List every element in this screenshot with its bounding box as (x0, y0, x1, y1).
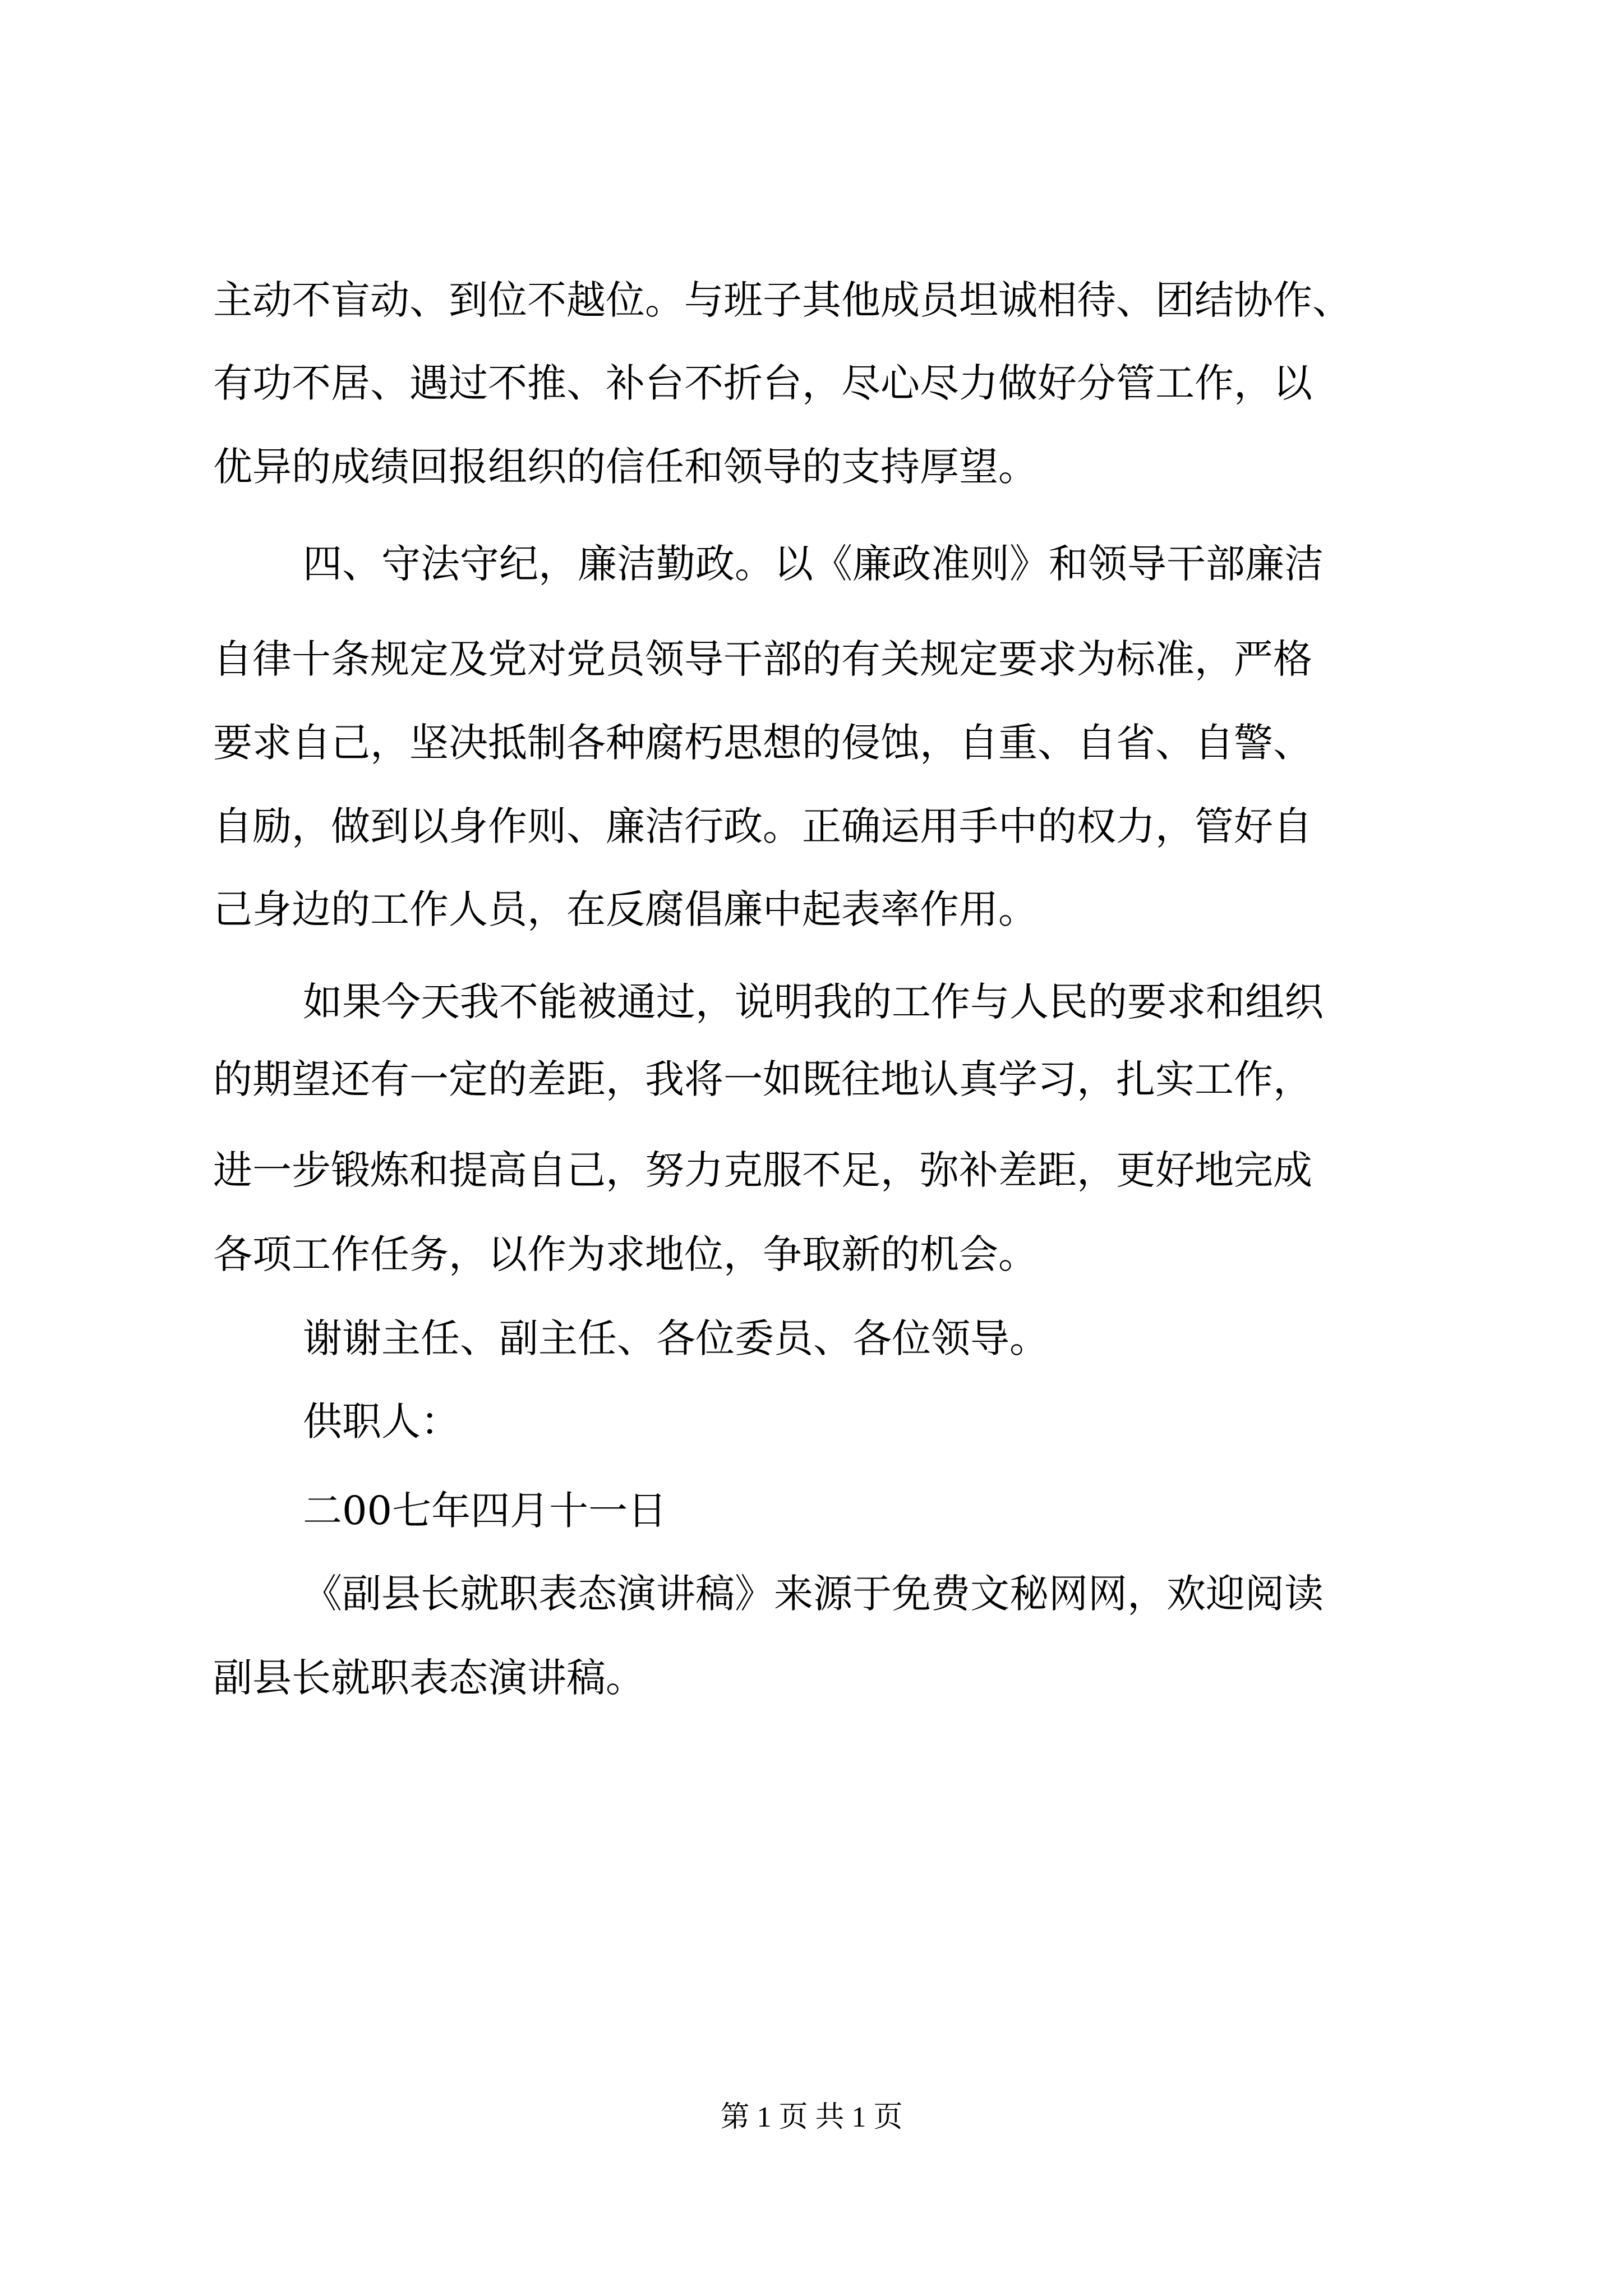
source-line-1: 《副县长就职表态演讲稿》来源于免费文秘网网，欢迎阅读 (303, 1571, 1324, 1617)
page-footer: 第 1 页 共 1 页 (720, 2101, 903, 2133)
body-line-12: 各项工作任务，以作为求地位，争取新的机会。 (213, 1231, 1038, 1277)
body-line-13: 谢谢主任、副主任、各位委员、各位领导。 (303, 1315, 1049, 1361)
body-line-6: 要求自己，坚决抵制各种腐朽思想的侵蚀，自重、自省、自警、 (213, 720, 1312, 766)
date-line: 二00七年四月十一日 (303, 1488, 667, 1534)
source-line-2: 副县长就职表态演讲稿。 (213, 1655, 645, 1701)
body-line-4: 四、守法守纪，廉洁勤政。以《廉政准则》和领导干部廉洁 (303, 541, 1324, 587)
body-line-3: 优异的成绩回报组织的信任和领导的支持厚望。 (213, 444, 1038, 490)
body-line-5: 自律十条规定及党对党员领导干部的有关规定要求为标准，严格 (213, 636, 1312, 682)
body-line-7: 自励，做到以身作则、廉洁行政。正确运用手中的权力，管好自 (213, 803, 1312, 849)
body-line-1: 主动不盲动、到位不越位。与班子其他成员坦诚相待、团结协作、 (213, 277, 1352, 323)
body-line-9: 如果今天我不能被通过，说明我的工作与人民的要求和组织 (303, 979, 1324, 1025)
signature-label: 供职人： (303, 1398, 460, 1444)
body-line-11: 进一步锻炼和提高自己，努力克服不足，弥补差距，更好地完成 (213, 1147, 1312, 1193)
body-line-8: 己身边的工作人员，在反腐倡廉中起表率作用。 (213, 886, 1038, 932)
body-line-2: 有功不居、遇过不推、补台不折台，尽心尽力做好分管工作，以 (213, 360, 1312, 406)
body-line-10: 的期望还有一定的差距，我将一如既往地认真学习，扎实工作， (213, 1056, 1312, 1102)
